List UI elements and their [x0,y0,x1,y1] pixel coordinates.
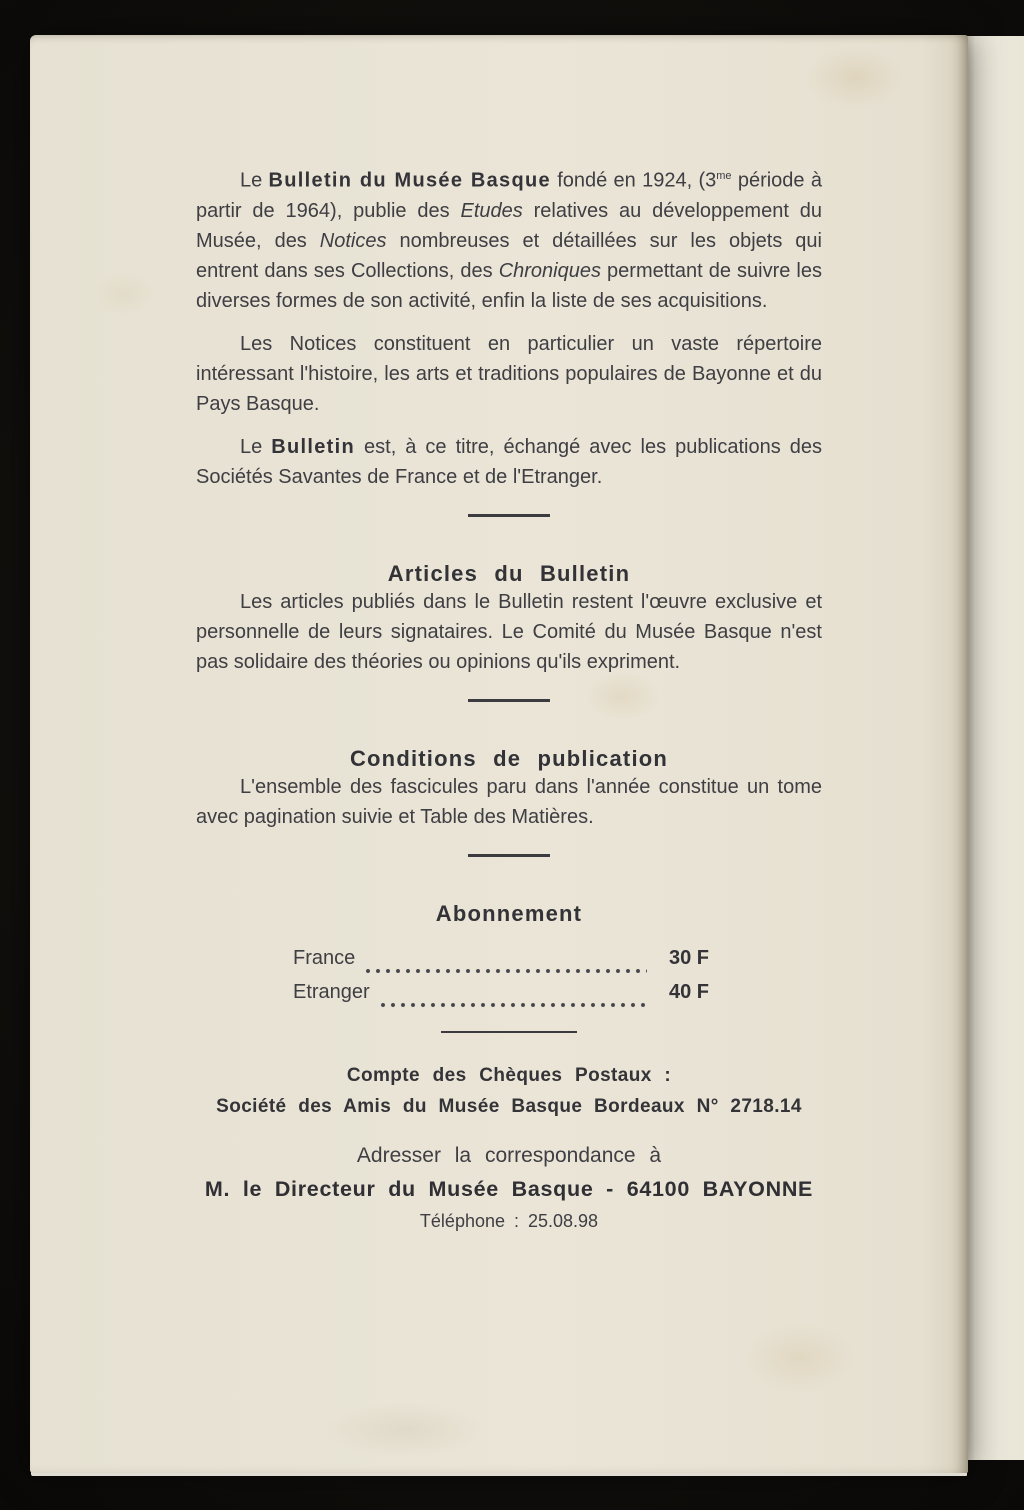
dotted-leader [365,964,647,974]
abonnement-heading: Abonnement [435,900,583,926]
subscription-row-france [293,947,725,981]
conditions-paragraph: L'ensemble des fascicules paru dans l'année constitue un tome avec pagination suivie et Table des Matières. [196,775,822,828]
subscription-price: 30 F [669,946,710,969]
articles-heading: Articles du Bulletin [387,560,631,586]
intro-paragraph [196,161,822,316]
articles-paragraph: Les articles publiés dans le Bulletin restent l'œuvre exclusive et personnelle de leurs signataires. Le Comité du Musée Basque n'est pas solidaire des théories ou opinions qu'ils expriment. [196,590,822,673]
document-page [30,35,968,1473]
subscription-price: 40 F [669,980,710,1003]
notices-paragraph: Les Notices constituent en particulier un vaste répertoire intéressant l'histoire, les arts et traditions populaires de Bayonne et du Pays Basque. [196,332,822,415]
bulletin-title-bold: Bulletin du Musée Basque [268,169,551,192]
intro-text-6: permettant de suivre les diverses formes de son activité, enfin la liste de ses acquisitions. [196,259,822,312]
director-address-line: M. le Directeur du Musée Basque - 64100 BAYONNE [204,1176,814,1201]
correspondence-line: Adresser la correspondance à [356,1143,662,1167]
section-divider-3 [468,854,550,857]
section-divider-2 [468,699,550,702]
postal-account-title: Compte des Chèques Postaux : [346,1064,672,1086]
section-divider-1 [468,514,550,517]
subscription-table [293,947,725,1015]
page-content [30,35,968,1473]
intro-text-2: fondé en 1924, (3 [550,169,717,192]
exchange-text-1: Le [240,435,272,458]
dotted-leader [380,998,647,1008]
subscription-label: Etranger [293,980,370,1003]
footer-block [196,1065,822,1232]
intro-text-5: nombreuses et détaillées sur les objets qui entrent dans ses Collections, des [196,229,822,282]
exchange-paragraph [196,432,822,492]
bulletin-bold: Bulletin [271,435,356,458]
postal-account-number: Société des Amis du Musée Basque Bordeaux N° 2718.14 [216,1095,802,1117]
intro-text-3: période à partir de 1964), publie des [196,169,822,222]
etudes-italic: Etudes [460,199,523,222]
telephone-line: Téléphone : 25.08.98 [419,1210,599,1231]
subscription-label: France [293,946,356,969]
ordinal-superscript: me [716,170,732,182]
underlying-page-edge [964,36,1024,1460]
intro-text-1: Le [240,169,269,192]
subscription-row-etranger [293,981,725,1015]
exchange-text-2: est, à ce titre, échangé avec les publications des Sociétés Savantes de France et de l'Etranger. [196,435,823,488]
chroniques-italic: Chroniques [498,259,601,282]
notices-italic: Notices [319,229,387,252]
intro-text-4: relatives au développement du Musée, des [196,199,822,252]
section-divider-4 [441,1031,577,1033]
conditions-heading: Conditions de publication [349,745,669,771]
